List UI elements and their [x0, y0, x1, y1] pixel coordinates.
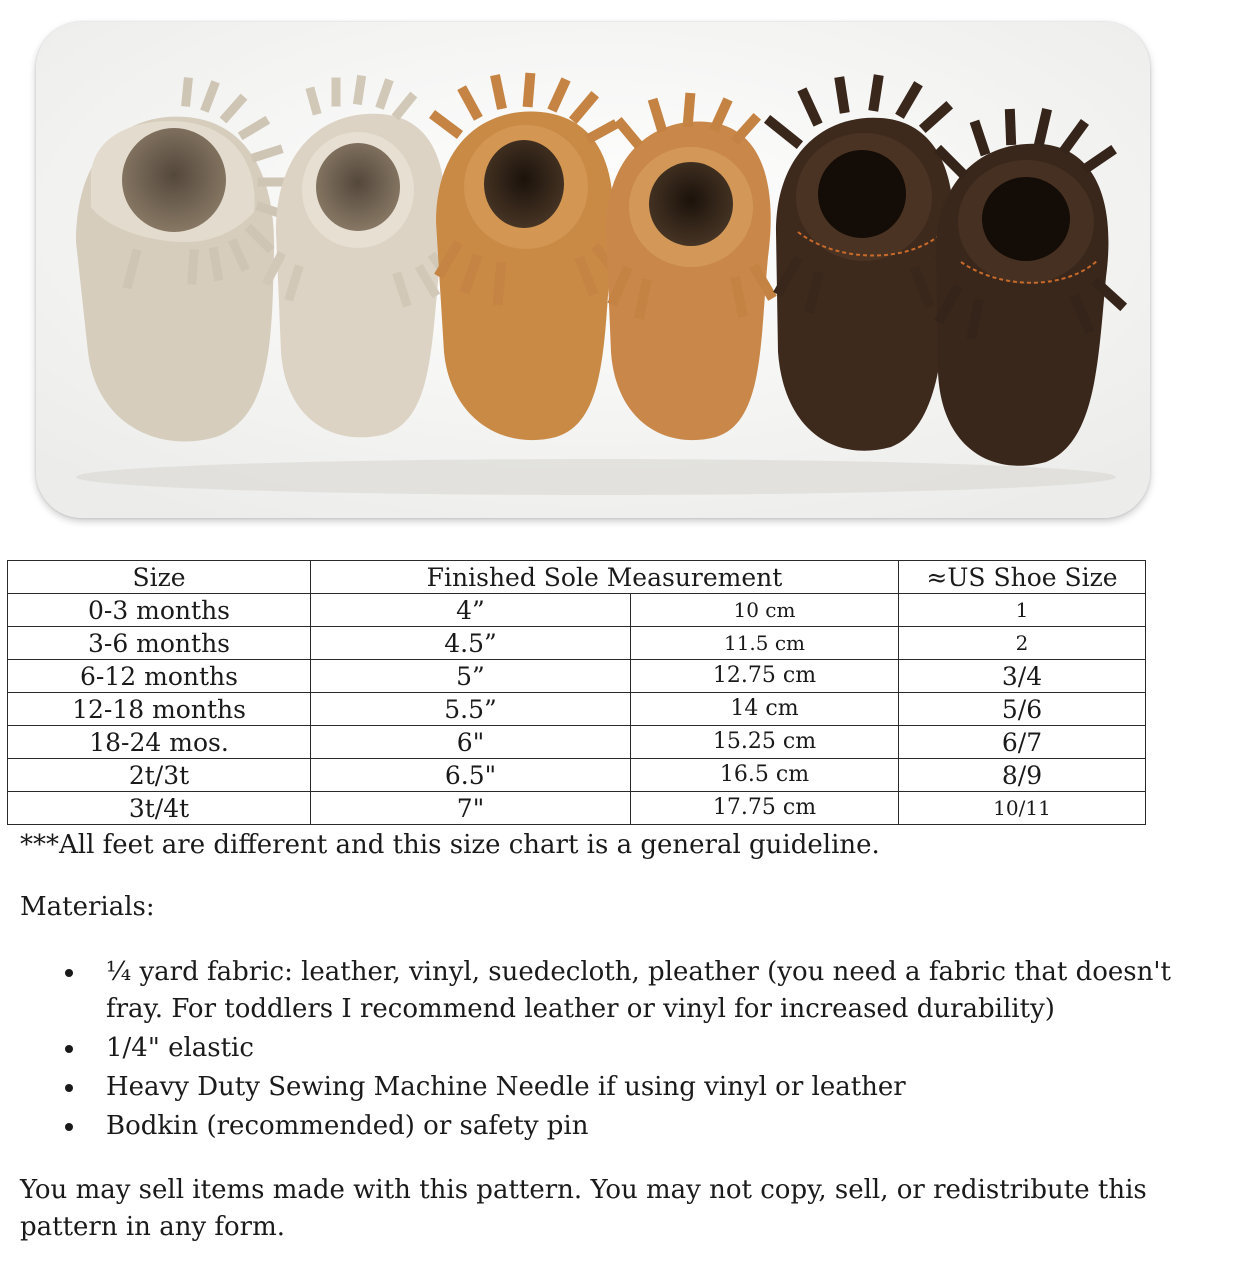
usage-terms: You may sell items made with this pattern. You may not copy, sell, or redistribute this pattern in any form.	[20, 1175, 1147, 1242]
baby-moccasins-illustration	[36, 22, 1150, 518]
list-item: Heavy Duty Sewing Machine Needle if using vinyl or leather	[106, 1069, 1206, 1106]
cell-cm: 14 cm	[631, 693, 899, 726]
product-photo	[36, 22, 1150, 518]
table-row	[8, 627, 1146, 660]
list-item: 1/4" elastic	[106, 1030, 1206, 1067]
header-size: Size	[8, 561, 311, 594]
table-row	[8, 759, 1146, 792]
cell-inches: 5.5”	[311, 693, 631, 726]
cell-size: 3t/4t	[8, 792, 311, 825]
cell-inches: 4”	[311, 594, 631, 627]
cell-inches: 6.5"	[311, 759, 631, 792]
materials-list	[106, 954, 1206, 1147]
cell-cm: 10 cm	[631, 594, 899, 627]
cell-cm: 12.75 cm	[631, 660, 899, 693]
table-row	[8, 693, 1146, 726]
cell-size: 6-12 months	[8, 660, 311, 693]
table-header-row	[8, 561, 1146, 594]
size-chart-table	[7, 560, 1146, 825]
cell-size: 2t/3t	[8, 759, 311, 792]
cell-us-size: 1	[899, 594, 1146, 627]
cell-size: 12-18 months	[8, 693, 311, 726]
cell-inches: 5”	[311, 660, 631, 693]
header-us-shoe-size: ≈US Shoe Size	[899, 561, 1146, 594]
cell-size: 3-6 months	[8, 627, 311, 660]
cell-us-size: 8/9	[899, 759, 1146, 792]
table-row	[8, 660, 1146, 693]
cell-size: 0-3 months	[8, 594, 311, 627]
cell-cm: 11.5 cm	[631, 627, 899, 660]
table-row	[8, 594, 1146, 627]
size-chart-disclaimer: ***All feet are different and this size chart is a general guideline.	[20, 830, 880, 860]
cell-inches: 4.5”	[311, 627, 631, 660]
materials-heading: Materials:	[20, 892, 155, 922]
cell-cm: 17.75 cm	[631, 792, 899, 825]
list-item: ¼ yard fabric: leather, vinyl, suedecloth, pleather (you need a fabric that doesn't fray. For toddlers I recommend leather or vinyl for increased durability)	[106, 954, 1206, 1028]
cell-inches: 7"	[311, 792, 631, 825]
table-row	[8, 792, 1146, 825]
cell-cm: 16.5 cm	[631, 759, 899, 792]
cell-size: 18-24 mos.	[8, 726, 311, 759]
cell-us-size: 6/7	[899, 726, 1146, 759]
cell-inches: 6"	[311, 726, 631, 759]
header-sole-measurement: Finished Sole Measurement	[311, 561, 899, 594]
cell-us-size: 10/11	[899, 792, 1146, 825]
cell-us-size: 5/6	[899, 693, 1146, 726]
table-row	[8, 726, 1146, 759]
cell-us-size: 2	[899, 627, 1146, 660]
cell-cm: 15.25 cm	[631, 726, 899, 759]
list-item: Bodkin (recommended) or safety pin	[106, 1108, 1206, 1145]
cell-us-size: 3/4	[899, 660, 1146, 693]
